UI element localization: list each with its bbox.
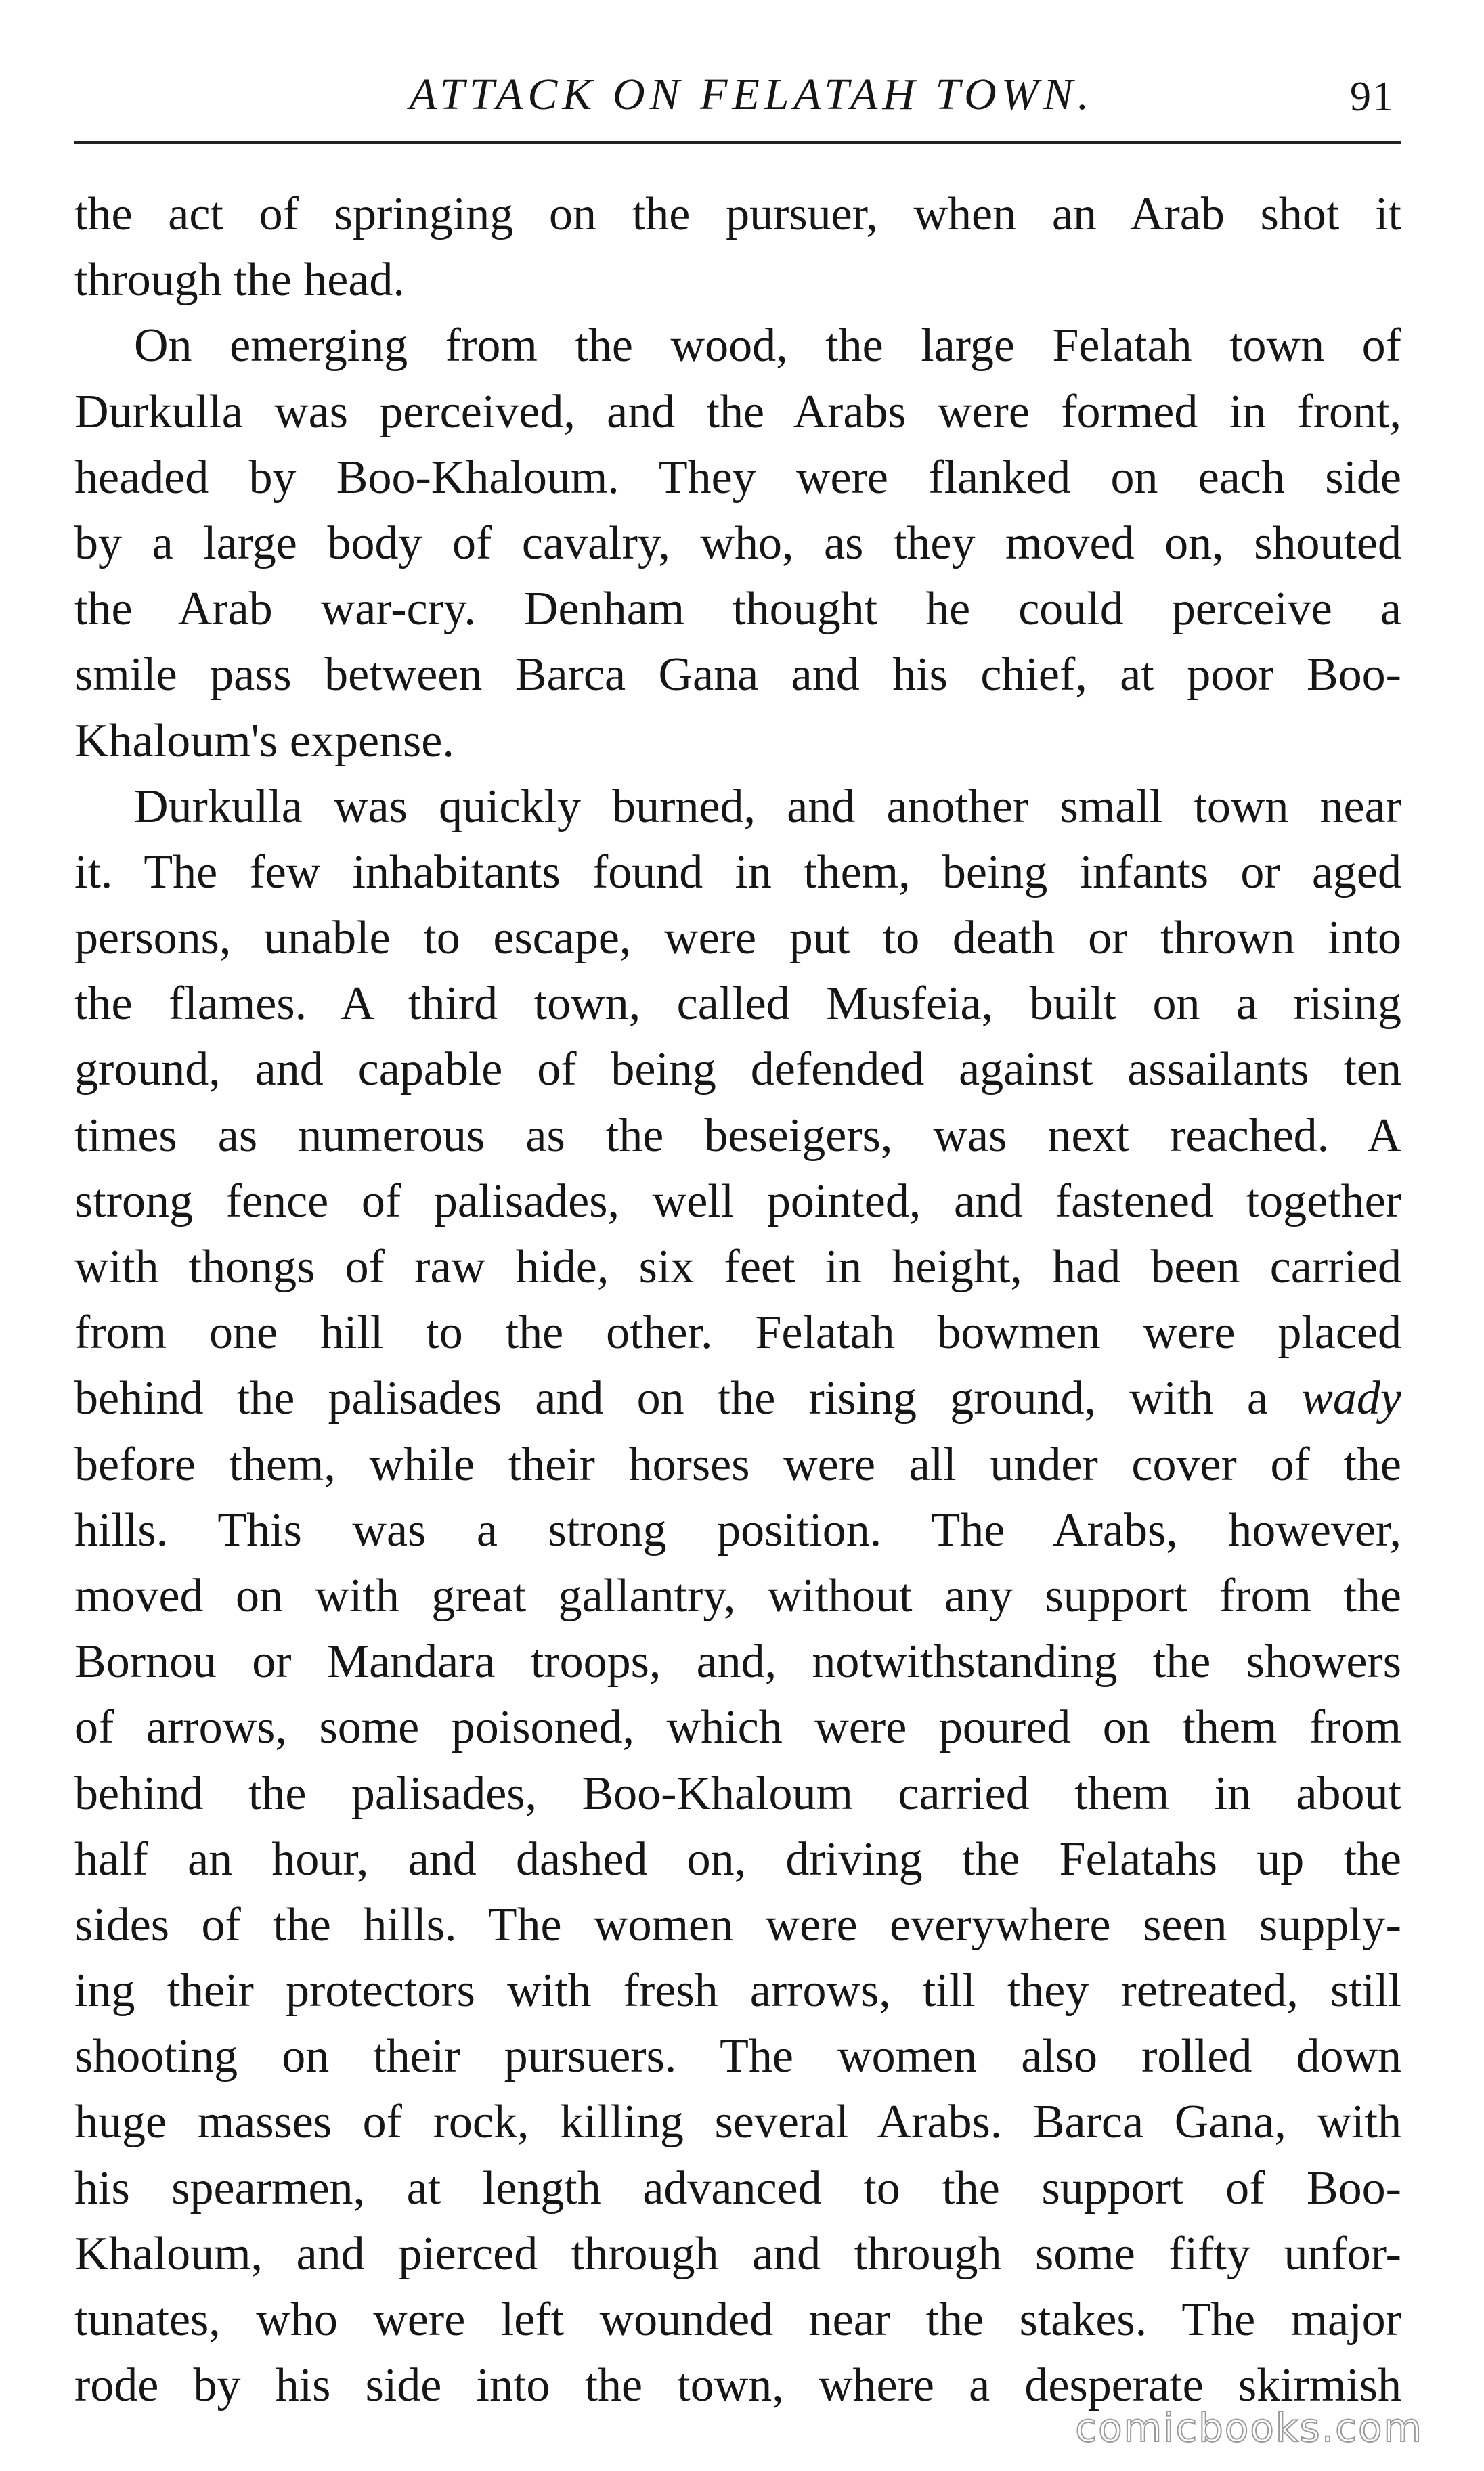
text-line: persons, unable to escape, were put to death or thrown into <box>74 912 1401 965</box>
text-line: smile pass between Barca Gana and his chief, at poor Boo- <box>74 649 1401 701</box>
text-line: the act of springing on the pursuer, when an Arab shot it <box>74 188 1401 240</box>
text-line: the Arab war-cry. Denham thought he could perceive a <box>74 583 1401 636</box>
line-text: behind the palisades and on the rising ground, with a <box>74 1372 1268 1425</box>
text-line: shooting on their pursuers. The women also rolled down <box>74 2030 1401 2083</box>
text-line: hills. This was a strong position. The Arabs, however, <box>74 1504 1401 1556</box>
text-line: from one hill to the other. Felatah bowmen were placed <box>74 1307 1401 1359</box>
text-line: through the head. <box>74 254 405 307</box>
text-line: strong fence of palisades, well pointed, and fastened together <box>74 1175 1401 1227</box>
text-line: with thongs of raw hide, six feet in height, had been carried <box>74 1241 1401 1293</box>
italic-word: wady <box>1301 1372 1401 1425</box>
header-rule <box>74 141 1401 144</box>
text-line: before them, while their horses were all under cover of the <box>74 1438 1401 1491</box>
text-line: by a large body of cavalry, who, as they moved on, shouted <box>74 517 1401 569</box>
text-line: times as numerous as the beseigers, was next reached. A <box>74 1109 1401 1162</box>
paragraph-first-line: On emerging from the wood, the large Felatah town of <box>134 320 1401 372</box>
text-line: the flames. A third town, called Musfeia, built on a rising <box>74 978 1401 1030</box>
text-line: behind the palisades, Boo-Khaloum carried them in about <box>74 1767 1401 1820</box>
text-line: Khaloum, and pierced through and through some fifty unfor- <box>74 2227 1401 2280</box>
text-line: of arrows, some poisoned, which were poured on them from <box>74 1701 1401 1754</box>
text-line: it. The few inhabitants found in them, being infants or aged <box>74 846 1401 898</box>
running-title: ATTACK ON FELATAH TOWN. <box>409 70 1094 119</box>
text-line: rode by his side into the town, where a desperate skirmish <box>74 2359 1401 2412</box>
page-number: 91 <box>1350 74 1395 120</box>
text-line: half an hour, and dashed on, driving the Felatahs up the <box>74 1833 1401 1885</box>
text-line: moved on with great gallantry, without any support from the <box>74 1569 1401 1622</box>
paragraph-first-line: Durkulla was quickly burned, and another small town near <box>134 780 1401 833</box>
text-line: Bornou or Mandara troops, and, notwithstanding the showers <box>74 1636 1401 1688</box>
running-head <box>108 53 1395 127</box>
text-line-with-italic <box>74 1365 1401 1431</box>
text-line: ground, and capable of being defended against assailants ten <box>74 1043 1401 1096</box>
text-line: headed by Boo-Khaloum. They were flanked on each side <box>74 451 1401 504</box>
text-line: sides of the hills. The women were everywhere seen supply- <box>74 1898 1401 1951</box>
text-line: ing their protectors with fresh arrows, till they retreated, still <box>74 1965 1401 2017</box>
text-line: Khaloum's expense. <box>74 714 454 767</box>
text-line: tunates, who were left wounded near the stakes. The major <box>74 2294 1401 2346</box>
text-line: huge masses of rock, killing several Arabs. Barca Gana, with <box>74 2096 1401 2149</box>
text-line: Durkulla was perceived, and the Arabs were formed in front, <box>74 385 1401 438</box>
watermark: comicbooks.com <box>1075 2405 1423 2451</box>
body-text <box>74 181 1401 2418</box>
text-line: his spearmen, at length advanced to the support of Boo- <box>74 2162 1401 2214</box>
